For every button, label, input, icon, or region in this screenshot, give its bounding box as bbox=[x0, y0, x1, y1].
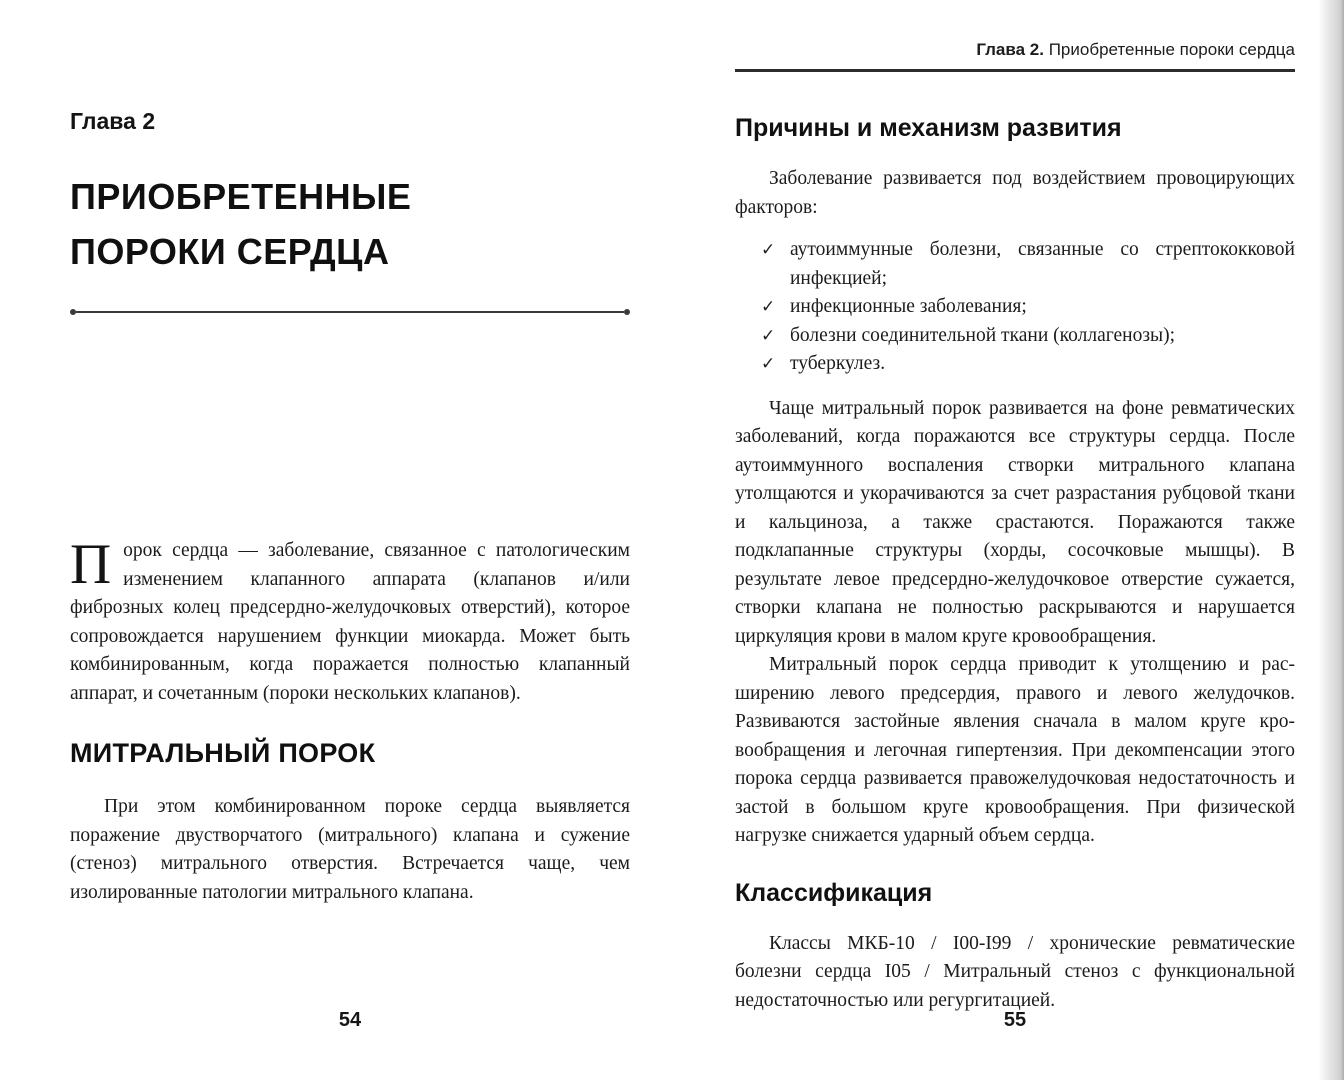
heading-classification: Классификация bbox=[735, 878, 933, 907]
list-item bbox=[735, 322, 1295, 351]
check-icon: ✓ bbox=[761, 325, 776, 346]
list-item bbox=[735, 293, 1295, 322]
running-head-rule bbox=[735, 69, 1295, 72]
intro-paragraph bbox=[70, 533, 630, 708]
running-head-chapter: Глава 2. bbox=[976, 40, 1044, 59]
section-divider bbox=[70, 309, 630, 315]
divider-line bbox=[76, 311, 624, 313]
list-item-text: болезни соединительной ткани (коллагенозы); bbox=[790, 324, 1176, 346]
page-right bbox=[735, 0, 1295, 1080]
running-head bbox=[735, 40, 1295, 60]
list-item-text: инфекционные заболевания; bbox=[790, 296, 1027, 317]
dropcap-letter: П bbox=[70, 533, 112, 596]
intro-paragraph-text: орок сердца — заболевание, связанное с патологическим изменением клапанного аппарата (клапанов и/или фиброзных колец предсердно-желудочковых отверстий), которое сопровождается нарушением функции миокарда. Может быть комбинированным, когда поражается полностью клапанный аппарат, и сочетанным (пороки нескольких клапанов). bbox=[70, 540, 630, 704]
classification-paragraph: Классы МКБ-10 / I00-I99 / хронические ревматические болезни сердца I05 / Митральный стеноз с функциональной недостаточностью или регургитацией. bbox=[735, 932, 1295, 1011]
rheumatic-paragraph: Чаще митральный порок развивается на фоне ревматических заболеваний, когда поражаются все структуры сердца. После аутоиммунного воспаления створки митрального клапана утолщаются и укорачиваются за счет разрастания рубцовой ткани и кальциноза, а также срастаются. Поражаются также подклапанные структуры (хорды, сосочковые мышцы). В результате левое предсердно-желудочковое отверстие сужается, створки клапана не полностью раскрываются и нарушается циркуляция крови в малом круге кровообращения. bbox=[735, 397, 1295, 647]
check-icon: ✓ bbox=[761, 354, 776, 374]
chapter-label: Глава 2 bbox=[70, 108, 156, 134]
mitral-paragraph: При этом комбинированном пороке сердца выявляется поражение двустворчатого (митрального) клапана и сужение (стеноз) митрального отверстия. Встречается чаще, чем изолированные патологии митрального клапана. bbox=[70, 796, 630, 903]
chapter-title-line1: ПРИОБРЕТЕННЫЕ bbox=[70, 176, 412, 217]
list-item-text: туберкулез. bbox=[790, 353, 886, 374]
mitral-consequences-paragraph: Митральный порок сердца приводит к утолщению и расширению левого предсердия, правого и левого желудочков. Развиваются застойные явления сначала в малом круге кровообращения и легочная гипертензия. При декомпенсации этого порока сердца развивается правожелудочковая недостаточность и застой в большом круге кровообращения. При физической нагрузке снижается ударный объем сердца. bbox=[735, 654, 1295, 846]
list-item bbox=[735, 350, 1295, 379]
list-item bbox=[735, 236, 1295, 293]
section-heading-mitral: МИТРАЛЬНЫЙ ПОРОК bbox=[70, 738, 376, 768]
running-head-title: Приобретенные пороки сердца bbox=[1043, 40, 1295, 59]
page-left bbox=[70, 0, 630, 1080]
page-edge-shadow bbox=[1318, 0, 1344, 1080]
page-number-left: 54 bbox=[338, 1009, 362, 1031]
chapter-title-line2: ПОРОКИ СЕРДЦА bbox=[70, 231, 390, 272]
page-number-right: 55 bbox=[1003, 1009, 1027, 1031]
causes-checklist bbox=[735, 236, 1295, 379]
causes-intro-paragraph: Заболевание развивается под воздействием провоцирующих факторов: bbox=[735, 168, 1295, 218]
check-icon: ✓ bbox=[761, 297, 776, 317]
list-item-text: аутоиммунные болезни, связанные со стрептококковой инфекцией; bbox=[790, 239, 1295, 289]
chapter-title bbox=[70, 169, 630, 279]
divider-dot-right bbox=[624, 309, 630, 315]
check-icon: ✓ bbox=[761, 240, 776, 260]
heading-causes: Причины и механизм развития bbox=[735, 114, 1122, 142]
